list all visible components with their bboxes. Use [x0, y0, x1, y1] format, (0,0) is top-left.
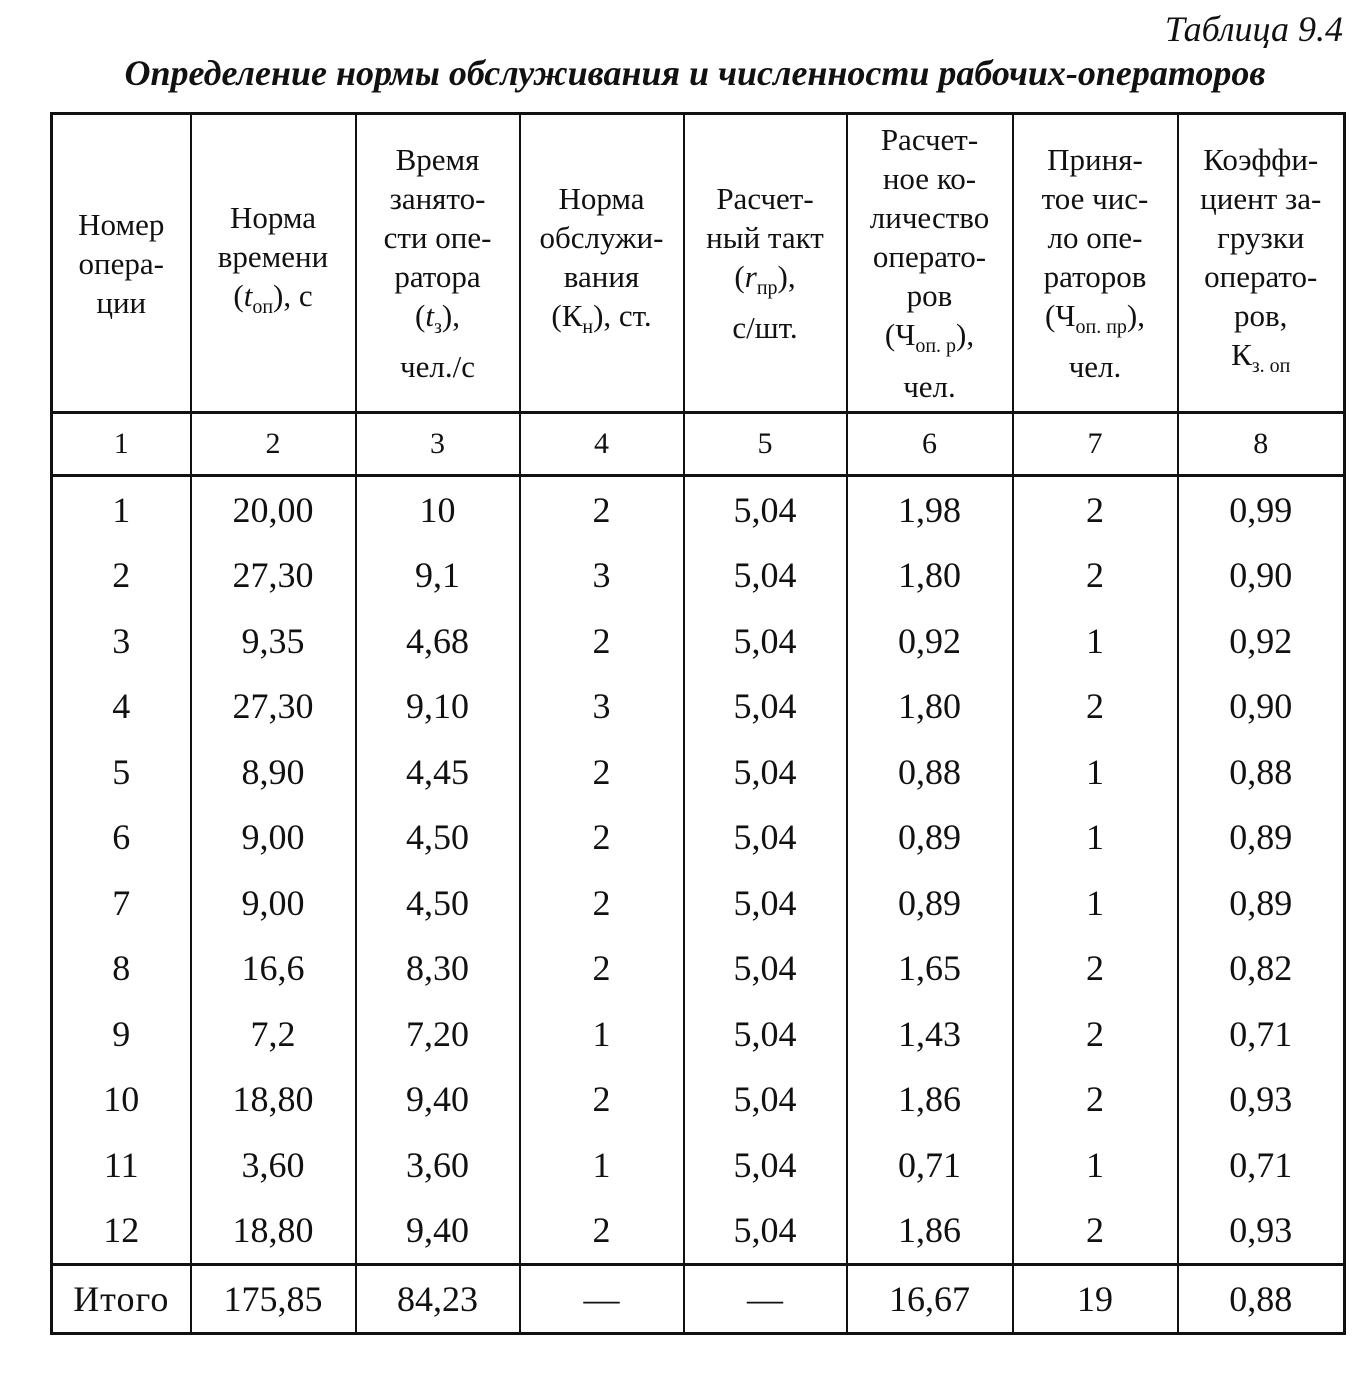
table-cell: 12 [52, 1198, 191, 1265]
header-tail: чел./с [400, 349, 475, 385]
header-symbol-prefix: ( [734, 258, 745, 294]
header-line: Норма [229, 200, 317, 236]
header-symbol-subscript: оп [252, 296, 274, 319]
header-symbol: t [243, 278, 253, 314]
table-cell: 18,80 [191, 1067, 356, 1133]
header-line: ции [96, 284, 147, 320]
table-cell: 9,00 [191, 805, 356, 871]
header-cell-col4 [520, 114, 684, 413]
header-symbol-suffix: ), [1126, 297, 1145, 333]
table-cell: 1 [1013, 870, 1178, 936]
table-cell: 0,89 [1178, 805, 1345, 871]
header-line: операто- [872, 239, 987, 275]
header-symbol-prefix: ( [233, 278, 244, 314]
table-cell: 0,92 [1178, 608, 1345, 674]
table-cell: 4,50 [356, 805, 520, 871]
table-cell: 9 [52, 1001, 191, 1067]
header-symbol-line [1014, 296, 1177, 347]
table-cell: 27,30 [191, 543, 356, 609]
header-line: Время [395, 141, 480, 177]
header-line: ло опе- [1047, 219, 1143, 255]
table-cell: 1,98 [847, 476, 1013, 543]
table-cell: 2 [1013, 543, 1178, 609]
total-cell: 0,88 [1178, 1265, 1345, 1334]
table-cell: 1 [520, 1001, 684, 1067]
table-cell: 0,71 [847, 1132, 1013, 1198]
header-symbol: Ч [1055, 297, 1076, 333]
table-cell: 0,93 [1178, 1198, 1345, 1265]
header-symbol-suffix: ), с [273, 278, 313, 314]
table-cell: 3,60 [191, 1132, 356, 1198]
table-cell: 5,04 [684, 936, 847, 1002]
header-symbol-suffix: ), [441, 297, 460, 333]
header-line: ров, [1234, 297, 1288, 333]
header-line: занято- [389, 180, 486, 216]
table-cell: 27,30 [191, 674, 356, 740]
table-cell: 5,04 [684, 1067, 847, 1133]
header-row [52, 114, 1345, 413]
header-line: грузки [1217, 219, 1305, 255]
header-line: циент за- [1200, 180, 1322, 216]
table-cell: 2 [520, 1067, 684, 1133]
table-cell: 7,20 [356, 1001, 520, 1067]
table-row [52, 543, 1345, 609]
total-cell: — [684, 1265, 847, 1334]
table-cell: 5,04 [684, 1198, 847, 1265]
table-cell: 5,04 [684, 1001, 847, 1067]
table-cell: 2 [520, 936, 684, 1002]
header-line: сти опе- [383, 219, 492, 255]
header-line: Приня- [1047, 141, 1143, 177]
table-cell: 16,6 [191, 936, 356, 1002]
table-cell: 0,89 [847, 870, 1013, 936]
table-cell: 11 [52, 1132, 191, 1198]
header-symbol: К [1231, 336, 1252, 372]
total-cell: 16,67 [847, 1265, 1013, 1334]
table-cell: 2 [1013, 1067, 1178, 1133]
table-cell: 0,71 [1178, 1132, 1345, 1198]
table-cell: 9,35 [191, 608, 356, 674]
header-line: опера- [78, 245, 164, 281]
table-cell: 2 [1013, 936, 1178, 1002]
header-symbol-subscript: з [433, 316, 442, 339]
header-symbol-line [848, 315, 1012, 366]
header-symbol-line [685, 257, 846, 308]
header-cell-col5 [684, 114, 847, 413]
table-cell: 8,90 [191, 739, 356, 805]
column-number-cell: 4 [520, 413, 684, 476]
table-cell: 2 [520, 608, 684, 674]
column-number-cell: 8 [1178, 413, 1345, 476]
table-row [52, 1198, 1345, 1265]
table-cell: 0,88 [1178, 739, 1345, 805]
table-cell: 5 [52, 739, 191, 805]
table-cell: 6 [52, 805, 191, 871]
header-symbol-subscript: оп. пр [1075, 316, 1127, 339]
table-cell: 1 [1013, 805, 1178, 871]
column-number-cell: 1 [52, 413, 191, 476]
table-cell: 2 [520, 805, 684, 871]
table-cell: 1 [1013, 608, 1178, 674]
table-cell: 1,80 [847, 543, 1013, 609]
table-cell: 0,90 [1178, 674, 1345, 740]
table-cell: 1 [52, 476, 191, 543]
table-cell: 5,04 [684, 476, 847, 543]
column-number-cell: 5 [684, 413, 847, 476]
table-cell: 4 [52, 674, 191, 740]
header-line: Расчет- [880, 122, 979, 158]
header-line: тое чис- [1041, 180, 1149, 216]
table-cell: 1,80 [847, 674, 1013, 740]
table-cell: 9,40 [356, 1067, 520, 1133]
header-symbol: t [425, 297, 434, 333]
table-cell: 9,40 [356, 1198, 520, 1265]
header-symbol-subscript: пр [756, 277, 778, 300]
header-line: Номер [78, 206, 165, 242]
table-cell: 5,04 [684, 608, 847, 674]
header-symbol-suffix: ), [956, 317, 975, 353]
header-tail: чел. [903, 368, 956, 404]
table-title: Определение нормы обслуживания и численности рабочих-операторов [124, 53, 1266, 93]
column-number-cell: 6 [847, 413, 1013, 476]
table-row [52, 674, 1345, 740]
header-symbol-subscript: н [582, 316, 594, 339]
table-cell: 3 [520, 674, 684, 740]
header-symbol-suffix: ), ст. [593, 297, 652, 333]
header-cell-col2 [191, 114, 356, 413]
table-cell: 1 [520, 1132, 684, 1198]
total-cell: — [520, 1265, 684, 1334]
table-row [52, 608, 1345, 674]
table-cell: 1 [1013, 1132, 1178, 1198]
table-cell: 0,99 [1178, 476, 1345, 543]
total-cell: 19 [1013, 1265, 1178, 1334]
header-line: Коэффи- [1203, 141, 1319, 177]
total-cell: 175,85 [191, 1265, 356, 1334]
header-cell-col7 [1013, 114, 1178, 413]
table-cell: 0,88 [847, 739, 1013, 805]
table-cell: 10 [356, 476, 520, 543]
header-line: Расчет- [716, 180, 814, 216]
table-cell: 20,00 [191, 476, 356, 543]
header-line: операто- [1204, 258, 1318, 294]
table-caption: Таблица 9.4 [1164, 9, 1343, 49]
total-label: Итого [52, 1265, 191, 1334]
table-cell: 10 [52, 1067, 191, 1133]
table-cell: 5,04 [684, 805, 847, 871]
table-cell: 0,71 [1178, 1001, 1345, 1067]
header-line: ратора [394, 258, 481, 294]
header-tail: с/шт. [732, 310, 798, 346]
table-cell: 5,04 [684, 1132, 847, 1198]
table-cell: 5,04 [684, 674, 847, 740]
header-line: вания [563, 258, 640, 294]
column-number-cell: 3 [356, 413, 520, 476]
table-cell: 2 [1013, 476, 1178, 543]
table-cell: 9,10 [356, 674, 520, 740]
table-row [52, 936, 1345, 1002]
table-row [52, 739, 1345, 805]
table-cell: 0,89 [847, 805, 1013, 871]
table-cell: 9,00 [191, 870, 356, 936]
table-cell: 0,93 [1178, 1067, 1345, 1133]
header-symbol-prefix: ( [415, 297, 426, 333]
header-line: личество [869, 200, 990, 236]
table-cell: 1,86 [847, 1198, 1013, 1265]
table-row [52, 1067, 1345, 1133]
table-cell: 2 [1013, 1001, 1178, 1067]
table-cell: 2 [1013, 1198, 1178, 1265]
table-cell: 0,90 [1178, 543, 1345, 609]
header-symbol-suffix: ), [777, 258, 796, 294]
table-cell: 3,60 [356, 1132, 520, 1198]
table-cell: 1,43 [847, 1001, 1013, 1067]
header-line: раторов [1043, 258, 1147, 294]
table-cell: 5,04 [684, 543, 847, 609]
table-cell: 2 [520, 870, 684, 936]
table-cell: 18,80 [191, 1198, 356, 1265]
header-symbol-line [1179, 335, 1344, 386]
table-cell: 1 [1013, 739, 1178, 805]
table-cell: 8 [52, 936, 191, 1002]
table-row [52, 1001, 1345, 1067]
table-cell: 3 [520, 543, 684, 609]
header-cell-col1 [52, 114, 191, 413]
table-cell: 4,50 [356, 870, 520, 936]
table-cell: 2 [520, 739, 684, 805]
header-symbol-subscript: з. оп [1251, 355, 1291, 378]
table-cell: 9,1 [356, 543, 520, 609]
header-line: ный такт [706, 219, 824, 255]
header-symbol: Ч [895, 317, 916, 353]
header-symbol-prefix: ( [884, 317, 896, 353]
header-line: ное ко- [882, 161, 977, 197]
table-row [52, 870, 1345, 936]
table-cell: 4,68 [356, 608, 520, 674]
table-cell: 7 [52, 870, 191, 936]
header-line: времени [217, 239, 329, 275]
header-symbol-subscript: оп. р [915, 335, 957, 358]
header-line: ров [906, 278, 953, 314]
table-cell: 1,65 [847, 936, 1013, 1002]
header-line: обслужи- [539, 219, 664, 255]
header-symbol: К [561, 297, 583, 333]
table-cell: 7,2 [191, 1001, 356, 1067]
table-row [52, 1132, 1345, 1198]
table-cell: 4,45 [356, 739, 520, 805]
column-number-cell: 7 [1013, 413, 1178, 476]
header-symbol-line [192, 276, 355, 327]
header-line: Норма [558, 180, 645, 216]
table-cell: 2 [1013, 674, 1178, 740]
table-row [52, 805, 1345, 871]
table-cell: 2 [520, 1198, 684, 1265]
operators-table [50, 112, 1346, 1335]
header-cell-col8 [1178, 114, 1345, 413]
column-number-row [52, 413, 1345, 476]
table-cell: 3 [52, 608, 191, 674]
table-cell: 2 [52, 543, 191, 609]
table-cell: 0,89 [1178, 870, 1345, 936]
header-cell-col6 [847, 114, 1013, 413]
header-symbol-line [357, 296, 519, 347]
table-cell: 5,04 [684, 870, 847, 936]
header-symbol-line [521, 296, 683, 347]
table-cell: 0,92 [847, 608, 1013, 674]
table-cell: 8,30 [356, 936, 520, 1002]
table-cell: 2 [520, 476, 684, 543]
table-row [52, 476, 1345, 543]
header-symbol-prefix: ( [1045, 297, 1056, 333]
table-cell: 0,82 [1178, 936, 1345, 1002]
header-cell-col3 [356, 114, 520, 413]
header-symbol: r [744, 258, 757, 294]
header-symbol-prefix: ( [551, 297, 562, 333]
column-number-cell: 2 [191, 413, 356, 476]
total-row [52, 1265, 1345, 1334]
table-cell: 1,86 [847, 1067, 1013, 1133]
table-cell: 5,04 [684, 739, 847, 805]
header-tail: чел. [1068, 349, 1122, 385]
total-cell: 84,23 [356, 1265, 520, 1334]
